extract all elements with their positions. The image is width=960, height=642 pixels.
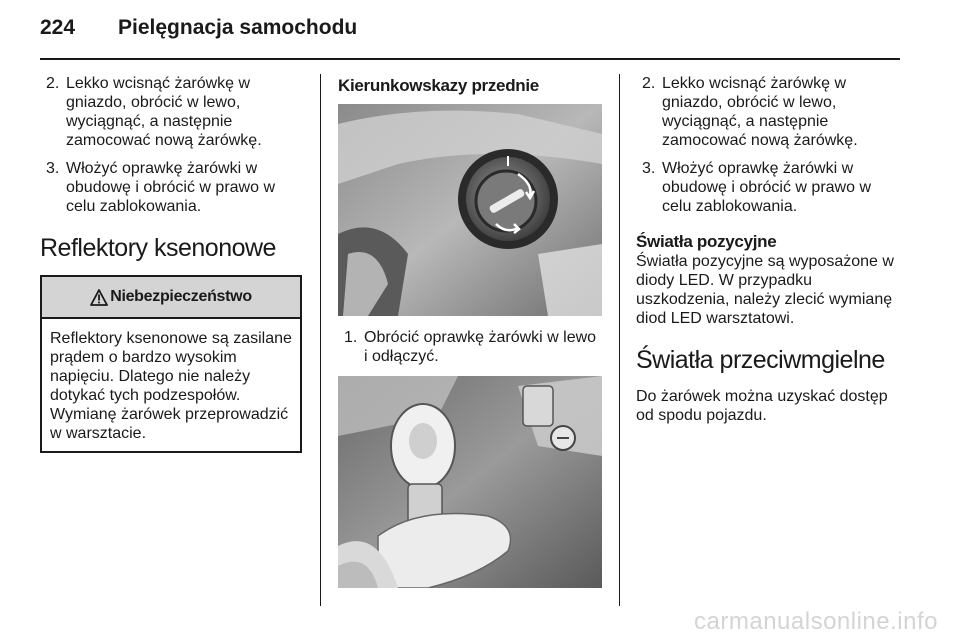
steps-list bbox=[636, 74, 904, 216]
step-text: Włożyć oprawkę żarówki w obudowę i obrócić w prawo w celu zablokowania. bbox=[66, 160, 275, 215]
section-title-fog-lights: Światła przeciwmgielne bbox=[636, 346, 885, 374]
steps-list bbox=[40, 74, 302, 216]
step-item bbox=[636, 74, 904, 150]
column-divider bbox=[619, 74, 620, 606]
column-1 bbox=[40, 74, 302, 453]
fog-lights-text: Do żarówek można uzyskać dostęp od spodu pojazdu. bbox=[636, 388, 888, 424]
header-rule bbox=[40, 58, 900, 60]
step-number: 1. bbox=[344, 329, 358, 346]
bulb-removal-photo bbox=[338, 376, 602, 588]
step-text: Włożyć oprawkę żarówki w obudowę i obrócić w prawo w celu zablokowania. bbox=[662, 160, 871, 215]
step-number: 3. bbox=[46, 160, 60, 177]
step-number: 3. bbox=[642, 160, 656, 177]
column-2 bbox=[338, 74, 602, 588]
section-title-turn-signals: Kierunkowskazy przednie bbox=[338, 76, 539, 95]
step-text: Lekko wcisnąć żarówkę w gniazdo, obrócić w lewo, wyciągnąć, a następnie zamocować nową żarówkę. bbox=[66, 75, 262, 149]
watermark: carmanualsonline.info bbox=[694, 608, 938, 635]
step-item bbox=[40, 159, 302, 216]
warning-triangle-icon bbox=[90, 289, 108, 306]
steps-list bbox=[338, 328, 602, 366]
step-item bbox=[338, 328, 602, 366]
warning-header bbox=[42, 277, 300, 319]
column-divider bbox=[320, 74, 321, 606]
warning-title: Niebezpieczeństwo bbox=[110, 288, 252, 305]
warning-box bbox=[40, 275, 302, 453]
page-number: 224 bbox=[40, 16, 76, 39]
step-text: Obrócić oprawkę żarówki w lewo i odłączyć. bbox=[364, 329, 597, 365]
step-item bbox=[40, 74, 302, 150]
step-item bbox=[636, 159, 904, 216]
section-title-xenon: Reflektory ksenonowe bbox=[40, 234, 276, 262]
step-text: Lekko wcisnąć żarówkę w gniazdo, obrócić w lewo, wyciągnąć, a następnie zamocować nową żarówkę. bbox=[662, 75, 858, 149]
warning-body: Reflektory ksenonowe są zasilane prądem o bardzo wysokim napięciu. Dlatego nie należy dotykać tych podzespołów. Wymianę żarówek przeprowadzić w warsztacie. bbox=[50, 330, 292, 442]
page-title: Pielęgnacja samochodu bbox=[118, 16, 358, 39]
position-lights-text: Światła pozycyjne są wyposażone w diody LED. W przypadku uszkodzenia, należy zlecić wymianę diod LED warsztatowi. bbox=[636, 253, 894, 327]
step-number: 2. bbox=[642, 75, 656, 92]
headlamp-socket-photo bbox=[338, 104, 602, 316]
section-title-position-lights: Światła pozycyjne bbox=[636, 232, 777, 251]
step-number: 2. bbox=[46, 75, 60, 92]
column-3 bbox=[636, 74, 904, 425]
